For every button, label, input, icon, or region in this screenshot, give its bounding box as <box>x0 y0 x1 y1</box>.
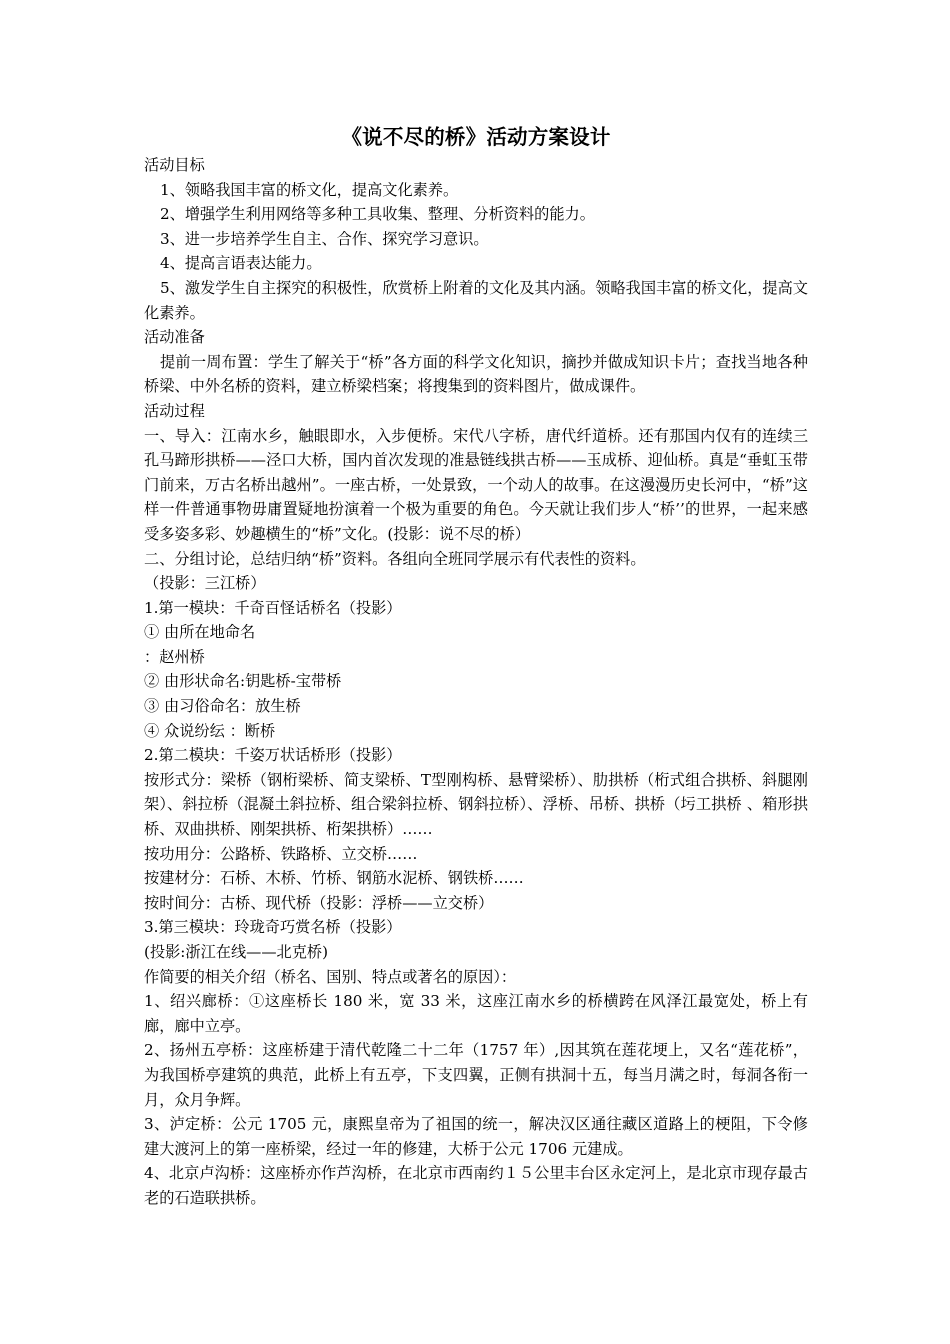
paragraph: 2.第二模块：千姿万状话桥形（投影） <box>144 746 402 765</box>
paragraph: 3、泸定桥：公元 1705 元，康熙皇帝为了祖国的统一，解决汉区通往藏区道路上的梗阻，下令修建大渡河上的第一座桥梁，经过一年的修建，大桥于公元 1706 元建成。 <box>144 1115 808 1158</box>
paragraph: ② 由形状命名:钥匙桥-宝带桥 <box>144 672 342 691</box>
paragraph: 作简要的相关介绍（桥名、国别、特点或著名的原因）： <box>144 967 517 986</box>
paragraph: 1.第一模块：千奇百怪话桥名（投影） <box>144 598 402 617</box>
paragraph: 按功用分：公路桥、铁路桥、立交桥…… <box>144 844 418 863</box>
paragraph: ③ 由习俗命名：放生桥 <box>144 697 301 716</box>
paragraph: 1、领略我国丰富的桥文化，提高文化素养。 <box>160 180 459 199</box>
paragraph: 5、激发学生自主探究的积极性，欣赏桥上附着的文化及其内涵。领略我国丰富的桥文化，提高文化素养。 <box>144 278 808 322</box>
paragraph: ① 由所在地命名 <box>144 623 256 642</box>
paragraph: 2、扬州五亭桥：这座桥建于清代乾隆二十二年（1757 年）,因其筑在莲花埂上，又名“莲花桥”，为我国桥亭建筑的典范，此桥上有五亭，下支四翼，正侧有拱洞十五，每当月满之时，每洞各衔一月，众月争辉。 <box>144 1041 808 1109</box>
paragraph: ：赵州桥 <box>144 647 205 666</box>
paragraph: 按形式分：梁桥（钢桁梁桥、简支梁桥、T型刚构桥、悬臂梁桥）、肋拱桥（桁式组合拱桥、斜腿刚架）、斜拉桥（混凝土斜拉桥、组合梁斜拉桥、钢斜拉桥）、浮桥、吊桥、拱桥（圬工拱桥 、箱形拱桥、双曲拱桥、刚架拱桥、桁架拱桥）…… <box>144 770 808 839</box>
paragraph: 3.第三模块：玲珑奇巧赏名桥（投影） <box>144 918 402 937</box>
paragraph: 3、进一步培养学生自主、合作、探究学习意识。 <box>160 229 489 248</box>
paragraph: (投影:浙江在线——北克桥) <box>144 943 329 961</box>
paragraph: 按建材分：石桥、木桥、竹桥、钢筋水泥桥、钢铁桥…… <box>144 869 524 888</box>
document-page <box>144 122 808 1211</box>
paragraph: 活动过程 <box>144 401 205 420</box>
paragraph: 活动准备 <box>144 328 205 347</box>
paragraph: 4、北京卢沟桥：这座桥亦作芦沟桥，在北京市西南约１５公里丰台区永定河上，是北京市现存最古老的石造联拱桥。 <box>144 1164 808 1207</box>
paragraph: 一、导入：江南水乡，触眼即水，入步便桥。宋代八字桥，唐代纤道桥。还有那国内仅有的连续三孔马蹄形拱桥——泾口大桥，国内首次发现的准悬链线拱古桥——玉成桥、迎仙桥。真是“垂虹玉带门前来，万古名桥出越州”。一座古桥，一处景致，一个动人的故事。在这漫漫历史长河中，“桥”这样一件普通事物毋庸置疑地扮演着一个极为重要的角色。今天就让我们步人“桥’’的世界，一起来感受多姿多彩、妙趣横生的“桥”文化。(投影：说不尽的桥） <box>144 426 808 543</box>
paragraph: 二、分组讨论，总结归纳“桥”资料。各组向全班同学展示有代表性的资料。 <box>144 549 646 568</box>
paragraph: 按时间分：古桥、现代桥（投影：浮桥——立交桥） <box>144 893 494 912</box>
paragraph: 活动目标 <box>144 156 205 174</box>
document-title: 《说不尽的桥》活动方案设计 <box>341 125 611 149</box>
paragraph: （投影：三江桥） <box>144 574 266 593</box>
paragraph: 提前一周布置：学生了解关于“桥”各方面的科学文化知识，摘抄并做成知识卡片；查找当地各种桥梁、中外名桥的资料，建立桥梁档案；将搜集到的资料图片，做成课件。 <box>144 352 808 396</box>
paragraph: ④ 众说纷纭 ：断桥 <box>144 721 276 740</box>
document-body <box>144 153 808 1211</box>
paragraph: 1、绍兴廊桥：①这座桥长 180 米，宽 33 米，这座江南水乡的桥横跨在风泽江最宽处，桥上有廊，廊中立亭。 <box>144 992 808 1035</box>
paragraph: 4、提高言语表达能力。 <box>160 254 322 273</box>
paragraph: 2、增强学生利用网络等多种工具收集、整理、分析资料的能力。 <box>160 205 595 224</box>
